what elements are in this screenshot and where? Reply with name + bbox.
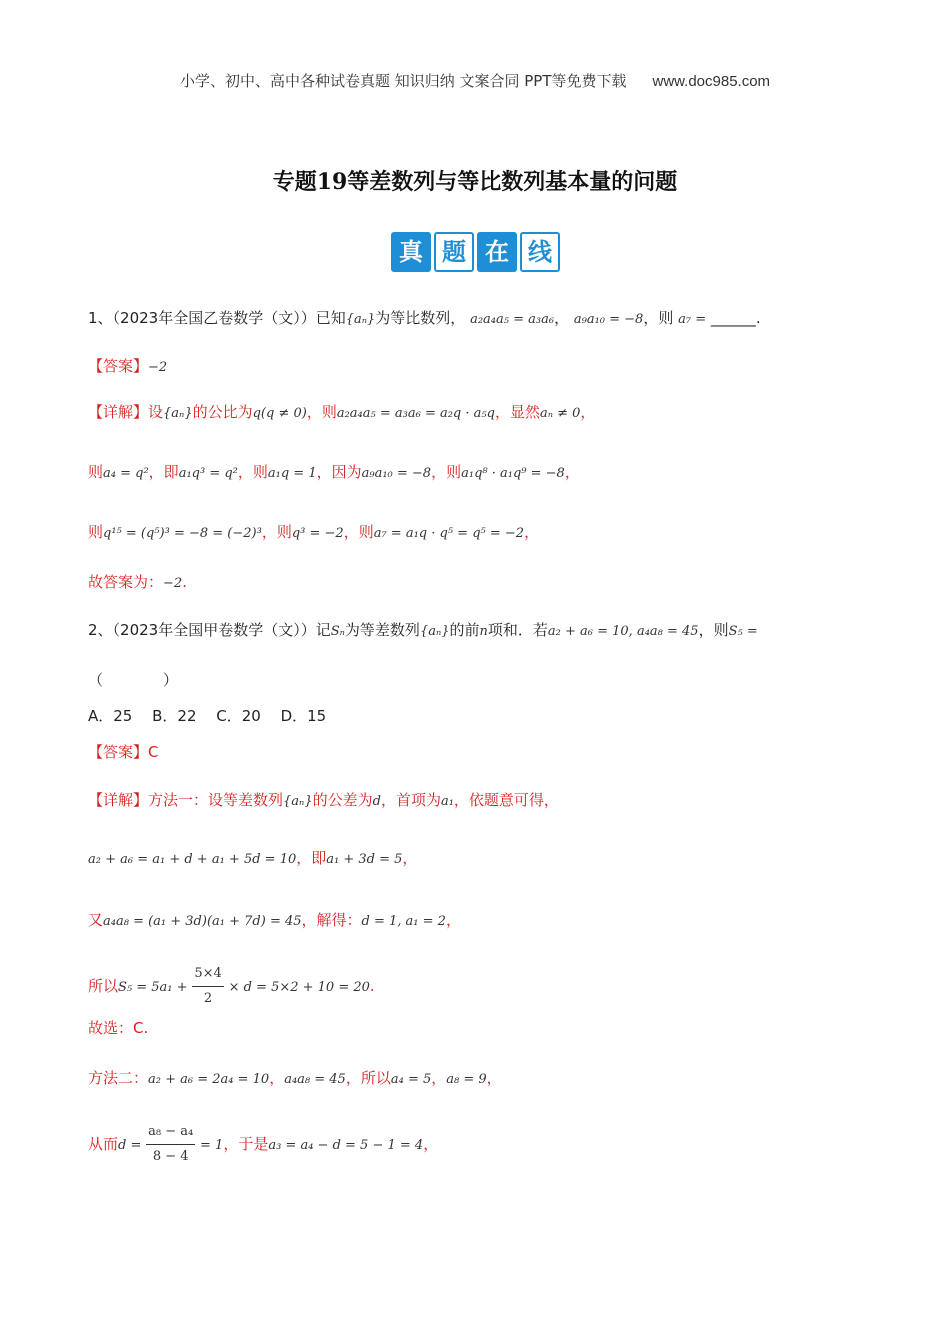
math: S₅ = <box>728 624 758 639</box>
text: ，则 <box>698 621 729 639</box>
math: {aₙ} <box>283 794 313 809</box>
text: ， <box>402 849 418 867</box>
text: 从而 <box>88 1135 119 1153</box>
answer-blank: ______. <box>710 309 761 327</box>
question-2-paren <box>88 668 178 692</box>
detail-2-line-3 <box>88 908 461 934</box>
text: ，于是 <box>223 1135 269 1153</box>
text: 的前 <box>449 621 480 639</box>
text: 设 <box>148 403 164 421</box>
math: d = <box>118 1138 142 1153</box>
question-2-options <box>88 704 326 728</box>
text: ，则 <box>261 523 292 541</box>
question-number: 1、 <box>88 309 113 327</box>
text: 所以 <box>88 977 119 995</box>
page-title: 专题19等差数列与等比数列基本量的问题 <box>272 169 678 195</box>
numerator: a₈ − a₄ <box>146 1120 195 1145</box>
text: ，则 <box>306 403 337 421</box>
text: ，则 <box>431 463 462 481</box>
math: a₃ = a₄ − d = 5 − 1 = 4 <box>268 1138 424 1153</box>
question-source: （2023年全国乙卷数学（文））已知 <box>112 309 346 327</box>
math: {aₙ} <box>163 406 193 421</box>
math: n <box>479 624 488 639</box>
math: a₂ + a₆ = a₁ + d + a₁ + 5d = 10 <box>88 852 297 867</box>
text: ，所以 <box>345 1069 391 1087</box>
text: 故选：C. <box>88 1019 149 1037</box>
text: ， <box>564 463 580 481</box>
math: a₇ = <box>678 312 707 327</box>
text: ，依题意可得， <box>453 791 559 809</box>
math: a₄ = q² <box>103 466 149 481</box>
math: = 1 <box>200 1138 224 1153</box>
math: a₉a₁₀ = −8 <box>361 466 432 481</box>
detail-label: 【详解】 <box>88 791 149 809</box>
math: {aₙ} <box>345 312 376 327</box>
text: ，因为 <box>316 463 362 481</box>
math: a₁ <box>440 794 454 809</box>
text: ，则 <box>643 309 674 327</box>
math: a₂ + a₆ = 10, a₄a₈ = 45 <box>547 624 699 639</box>
question-2 <box>88 618 758 644</box>
text: ， <box>445 911 461 929</box>
question-source: （2023年全国甲卷数学（文））记 <box>112 621 331 639</box>
text: 方法一：设等差数列 <box>148 791 284 809</box>
math: d = 1, a₁ = 2 <box>361 914 446 929</box>
detail-1-line-4 <box>88 570 187 596</box>
text: ， <box>524 523 540 541</box>
text: 的公比为 <box>192 403 253 421</box>
math: a₂a₄a₅ = a₃a₆ = a₂q · a₅q <box>336 406 495 421</box>
answer-value: −2 <box>148 360 168 375</box>
text: ，即 <box>148 463 179 481</box>
badge-char: 在 <box>477 232 517 272</box>
page-header <box>0 70 950 91</box>
badge-char: 线 <box>520 232 560 272</box>
math: a₄a₈ = (a₁ + 3d)(a₁ + 7d) = 45 <box>103 914 302 929</box>
fraction <box>146 1120 195 1169</box>
math: a₁ + 3d = 5 <box>326 852 403 867</box>
math: a₁q³ = q² <box>178 466 238 481</box>
answer-2 <box>88 740 159 764</box>
math: q³ = −2 <box>291 526 344 541</box>
text: （ ） <box>88 671 179 689</box>
text: ，即 <box>296 849 327 867</box>
answer-1 <box>88 354 167 380</box>
math: a₂a₄a₅ = a₃a₆ <box>470 312 555 327</box>
detail-2-line-6 <box>88 1066 502 1092</box>
text: . <box>182 573 187 591</box>
text: 为等差数列 <box>344 621 420 639</box>
denominator: 8 − 4 <box>152 1149 189 1164</box>
badge-char: 真 <box>391 232 431 272</box>
text: ， <box>486 1069 502 1087</box>
text: 故答案为： <box>88 573 164 591</box>
detail-2-line-2 <box>88 846 417 872</box>
math: q(q ≠ 0) <box>252 406 307 421</box>
math: −2 <box>163 576 183 591</box>
denominator: 2 <box>203 991 213 1006</box>
math: aₙ ≠ 0 <box>539 406 581 421</box>
text: 方法二： <box>88 1069 149 1087</box>
answer-value: C <box>148 743 159 761</box>
fraction <box>192 962 223 1011</box>
detail-2-line-4 <box>88 962 375 1011</box>
text: 为等比数列， <box>375 309 466 327</box>
section-badge <box>391 232 560 272</box>
question-1 <box>88 306 761 332</box>
math: a₁q⁸ · a₁q⁹ = −8 <box>461 466 565 481</box>
math: a₇ = a₁q · q⁵ = q⁵ = −2 <box>373 526 525 541</box>
header-url[interactable]: www.doc985.com <box>652 73 771 90</box>
text: ， <box>580 403 596 421</box>
detail-2-line-5 <box>88 1016 148 1040</box>
numerator: 5×4 <box>192 962 223 987</box>
math: a₈ = 9 <box>446 1072 487 1087</box>
text: ，显然 <box>494 403 540 421</box>
detail-1-line-2 <box>88 460 580 486</box>
math: a₄ = 5 <box>390 1072 432 1087</box>
math: Sₙ <box>330 624 345 639</box>
text: 项和．若 <box>487 621 548 639</box>
detail-2-line-7 <box>88 1120 438 1169</box>
answer-label: 【答案】 <box>88 357 149 375</box>
text: ，解得： <box>301 911 362 929</box>
text: ， <box>423 1135 439 1153</box>
text: ，首项为 <box>380 791 441 809</box>
detail-1-line-1 <box>88 400 595 426</box>
math: S₅ = 5a₁ + <box>118 980 188 995</box>
text: 又 <box>88 911 104 929</box>
math: a₄a₈ = 45 <box>284 1072 346 1087</box>
text: ， <box>431 1069 447 1087</box>
detail-2-line-1 <box>88 788 559 814</box>
math: q¹⁵ = (q⁵)³ = −8 = (−2)³ <box>103 526 262 541</box>
detail-1-line-3 <box>88 520 539 546</box>
text: ，则 <box>237 463 268 481</box>
text: ， <box>269 1069 285 1087</box>
header-text: 小学、初中、高中各种试卷真题 知识归纳 文案合同 PPT等免费下载 <box>179 72 627 90</box>
text: . <box>369 977 375 995</box>
answer-label: 【答案】 <box>88 743 149 761</box>
text: 的公差为 <box>312 791 373 809</box>
detail-label: 【详解】 <box>88 403 149 421</box>
math: × d = 5×2 + 10 = 20 <box>228 980 370 995</box>
question-number: 2、 <box>88 621 113 639</box>
math: a₁q = 1 <box>267 466 317 481</box>
text: ， <box>554 309 570 327</box>
math: {aₙ} <box>419 624 450 639</box>
text: 则 <box>88 523 104 541</box>
text: ，则 <box>343 523 374 541</box>
text: 则 <box>88 463 104 481</box>
math: d <box>372 794 381 809</box>
options[interactable]: A．25 B．22 C．20 D．15 <box>88 707 327 725</box>
math: a₉a₁₀ = −8 <box>573 312 644 327</box>
badge-char: 题 <box>434 232 474 272</box>
math: a₂ + a₆ = 2a₄ = 10 <box>148 1072 270 1087</box>
